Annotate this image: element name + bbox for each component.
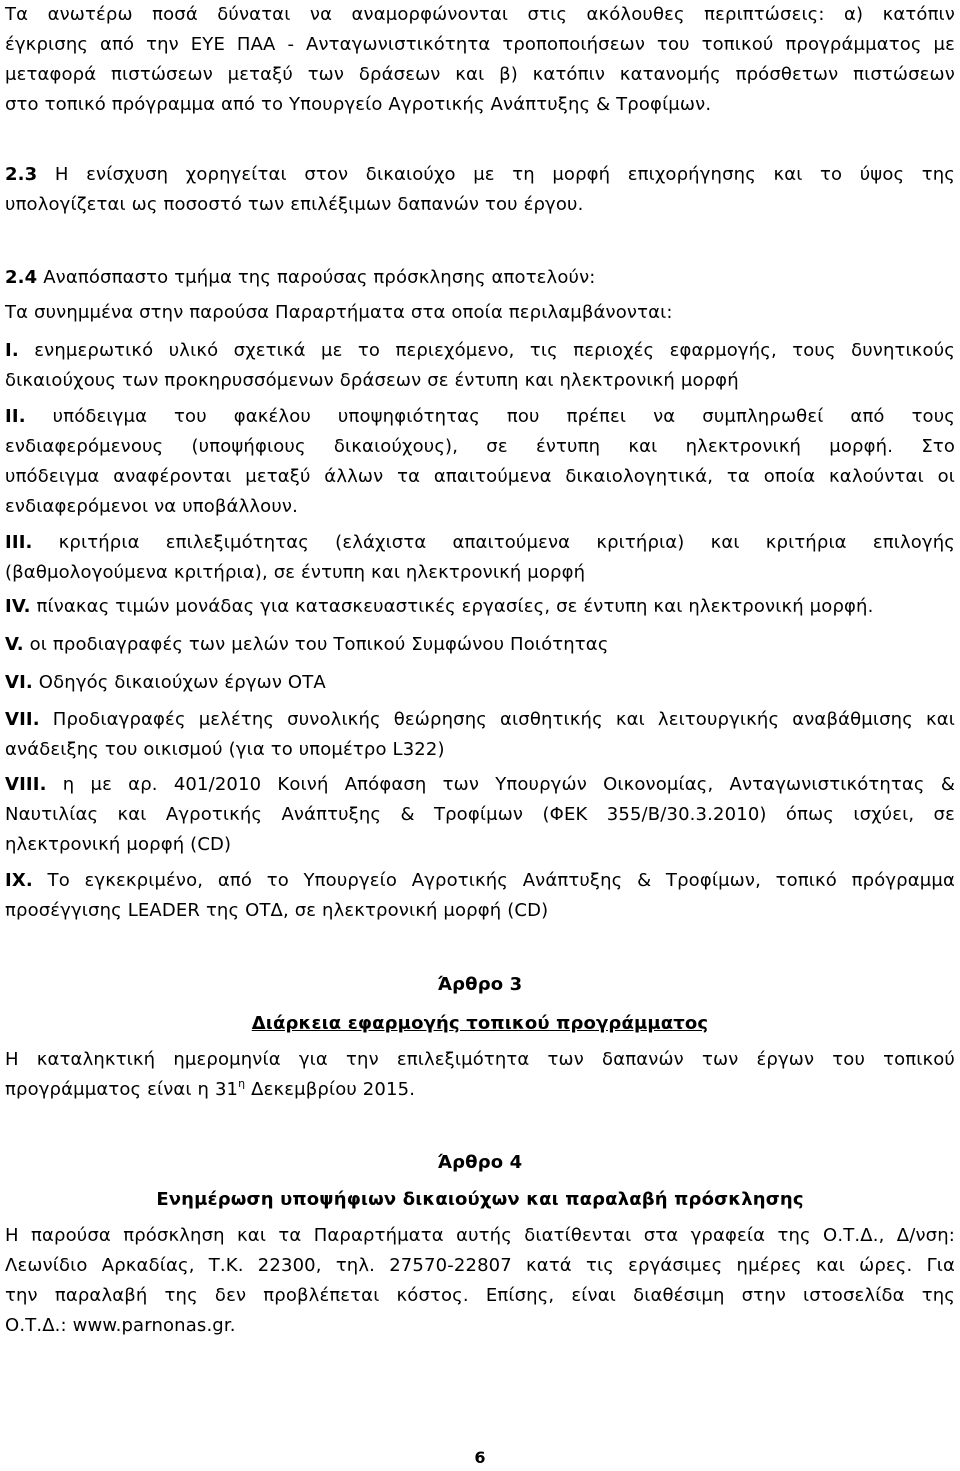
text-line: III. κριτήρια επιλεξιμότητας (ελάχιστα απαιτούμενα κριτήρια) και κριτήρια επιλογής: [5, 532, 955, 553]
text-line: VIII. η με αρ. 401/2010 Κοινή Απόφαση των Υπουργών Οικονομίας, Ανταγωνιστικότητας &: [5, 774, 955, 795]
annex-intro: [5, 298, 955, 328]
annex-number: IV.: [5, 596, 31, 617]
annex-number: I.: [5, 340, 19, 361]
text-line: IX. Το εγκεκριμένο, από το Υπουργείο Αγροτικής Ανάπτυξης & Τροφίμων, τοπικό πρόγραμμα: [5, 870, 955, 891]
annex-item-ix: [5, 866, 955, 926]
ordinal-superscript: η: [238, 1077, 246, 1090]
text-line: 2.3 Η ενίσχυση χορηγείται στον δικαιούχο με τη μορφή επιχορήγησης και το ύψος της: [5, 164, 955, 185]
text-line: Ναυτιλίας και Αγροτικής Ανάπτυξης & Τροφίμων (ΦΕΚ 355/Β/30.3.2010) όπως ισχύει, σε: [5, 804, 955, 825]
text-line: ηλεκτρονική μορφή (CD): [5, 834, 232, 855]
annex-item-i: [5, 336, 955, 396]
text-line: Η παρούσα πρόσκληση και τα Παραρτήματα αυτής διατίθενται στα γραφεία της Ο.Τ.Δ., Δ/νση:: [5, 1225, 955, 1246]
text-line: την παραλαβή της δεν προβλέπεται κόστος. Επίσης, είναι διαθέσιμη στην ιστοσελίδα της: [5, 1285, 955, 1306]
article-4-paragraph: [5, 1221, 955, 1341]
annex-item-iii: [5, 528, 955, 588]
text-line: προσέγγισης LEADER της ΟΤΔ, σε ηλεκτρονική μορφή (CD): [5, 900, 549, 921]
annex-item-ii: [5, 402, 955, 522]
annex-item-v: [5, 630, 955, 660]
section-2-4: [5, 263, 955, 293]
text-line: IV. πίνακας τιμών μονάδας για κατασκευαστικές εργασίες, σε έντυπη και ηλεκτρονική μορφή.: [5, 596, 874, 617]
annex-number: IX.: [5, 870, 33, 891]
text-line: υπολογίζεται ως ποσοστό των επιλέξιμων δαπανών του έργου.: [5, 194, 584, 215]
text-line: Τα συνημμένα στην παρούσα Παραρτήματα στα οποία περιλαμβάνονται:: [5, 302, 673, 323]
text-line: ενδιαφερόμενους (υποψήφιους δικαιούχους), σε έντυπη και ηλεκτρονική μορφή. Στο: [5, 436, 955, 457]
text-line: V. οι προδιαγραφές των μελών του Τοπικού Συμφώνου Ποιότητας: [5, 634, 609, 655]
text-line: μεταφορά πιστώσεων μεταξύ των δράσεων και β) κατόπιν κατανομής πρόσθετων πιστώσεων: [5, 64, 955, 85]
section-number: 2.4: [5, 267, 38, 288]
text-line: ενδιαφερόμενοι να υποβάλλουν.: [5, 496, 298, 517]
text-line: υπόδειγμα αναφέρονται μεταξύ άλλων τα απαιτούμενα δικαιολογητικά, τα οποία καλούνται οι: [5, 466, 955, 487]
article-4-title: Ενημέρωση υποψήφιων δικαιούχων και παραλαβή πρόσκλησης: [156, 1189, 804, 1210]
annex-item-vii: [5, 705, 955, 765]
intro-paragraph: [5, 0, 955, 120]
article-3-paragraph: [5, 1045, 955, 1105]
annex-item-iv: [5, 592, 955, 622]
text-line: II. υπόδειγμα του φακέλου υποψηφιότητας που πρέπει να συμπληρωθεί από τους: [5, 406, 955, 427]
text-line: προγράμματος είναι η $31^\eta$ Δεκεμβρίου 2015.: [5, 1077, 416, 1100]
text-line: VII. Προδιαγραφές μελέτης συνολικής θεώρησης αισθητικής και λειτουργικής αναβάθμισης και: [5, 709, 955, 730]
article-3-heading: Άρθρο 3: [437, 974, 523, 995]
text-line: δικαιούχους των προκηρυσσόμενων δράσεων σε έντυπη και ηλεκτρονική μορφή: [5, 370, 739, 391]
annex-number: VI.: [5, 672, 33, 693]
article-3-title: Διάρκεια εφαρμογής τοπικού προγράμματος: [251, 1013, 709, 1034]
text-line: Ο.Τ.Δ.: www.parnonas.gr.: [5, 1315, 236, 1336]
article-3-title-wrap: [5, 1009, 955, 1039]
text-line: Λεωνίδιο Αρκαδίας, Τ.Κ. 22300, τηλ. 27570-22807 κατά τις εργάσιμες ημέρες και ώρες. Για: [5, 1255, 955, 1276]
annex-number: III.: [5, 532, 33, 553]
annex-item-vi: [5, 668, 955, 698]
text-line: VI. Οδηγός δικαιούχων έργων ΟΤΑ: [5, 672, 326, 693]
annex-item-viii: [5, 770, 955, 860]
text-line: 2.4 Αναπόσπαστο τμήμα της παρούσας πρόσκλησης αποτελούν:: [5, 267, 596, 288]
text-line: ανάδειξης του οικισμού (για το υπομέτρο L322): [5, 739, 445, 760]
text-line: έγκρισης από την ΕΥΕ ΠΑΑ - Ανταγωνιστικότητα τροποποιήσεων του τοπικού προγράμματος με: [5, 34, 955, 55]
text-line: I. ενημερωτικό υλικό σχετικά με το περιεχόμενο, τις περιοχές εφαρμογής, τους δυνητικούς: [5, 340, 955, 361]
page-number: 6: [474, 1448, 486, 1467]
annex-number: V.: [5, 634, 24, 655]
annex-number: VII.: [5, 709, 40, 730]
text-line: Η καταληκτική ημερομηνία για την επιλεξιμότητα των δαπανών των έργων του τοπικού: [5, 1049, 955, 1070]
article-4-heading: Άρθρο 4: [437, 1152, 523, 1173]
section-number: 2.3: [5, 164, 38, 185]
text-line: (βαθμολογούμενα κριτήρια), σε έντυπη και ηλεκτρονική μορφή: [5, 562, 586, 583]
annex-number: VIII.: [5, 774, 47, 795]
text-line: Τα ανωτέρω ποσά δύναται να αναμορφώνονται στις ακόλουθες περιπτώσεις: α) κατόπιν: [5, 4, 955, 25]
annex-number: II.: [5, 406, 26, 427]
text-line: στο τοπικό πρόγραμμα από το Υπουργείο Αγροτικής Ανάπτυξης & Τροφίμων.: [5, 94, 712, 115]
section-2-3: [5, 160, 955, 220]
